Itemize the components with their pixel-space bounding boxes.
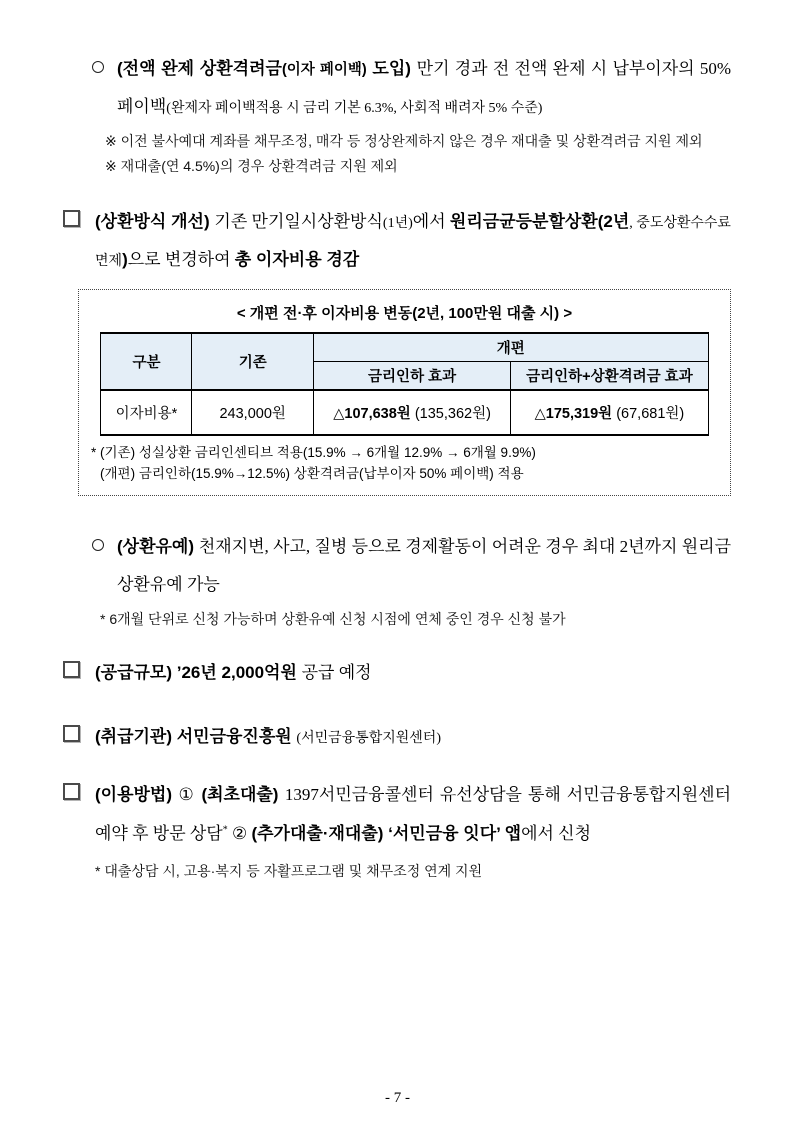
text-bold: ) [122,250,128,270]
text-small: (서민금융통합지원센터) [296,731,441,747]
circle-bullet-icon [92,50,117,88]
cost-comparison-box [78,289,731,496]
text-small: , 중도상환수수료 면제 [95,215,731,270]
text-small: (1년) [382,215,413,231]
square-bullet-icon [63,776,95,814]
text-bold: (상환방식 개선) [95,211,215,231]
table-row [101,390,708,435]
note-usage-method [95,859,725,884]
footnote-line: (개편) 금리인하(15.9%→12.5%) 상환격려금(납부이자 50% 페이백) 적용 [100,466,524,482]
notes-repayment-payback [105,129,725,179]
col-header-rate-effect: 금리인하 효과 [313,362,510,391]
note-line: ※ 이전 불사예대 계좌를 채무조정, 매각 등 정상완제하지 않은 경우 재대출 및 상환격려금 지원 제외 [105,132,703,149]
text-bold-small: (이자 페이백) [281,62,367,78]
text-bold: ‘서민금융 잇다’ 앱 [388,823,522,843]
footnote-marker: * [222,824,228,835]
cell-row-label: 이자비용* [101,390,192,435]
text-body: 에서 신청 [521,823,592,843]
text-bold: 원리금균등분할상환(2년 [449,211,630,231]
cell-rate-incentive-value [511,390,708,435]
col-header-gubun: 구분 [101,333,192,390]
footnote-line: * (기존) 성실상환 금리인센티브 적용(15.9% → 6개월 12.9% → 6개월 9.9%) [91,445,536,461]
delta-value: △107,638원 [333,406,411,423]
residual-value: (67,681원) [612,406,685,423]
square-bullet-icon [63,203,95,241]
text-body: 공급 예정 [301,662,372,682]
interest-cost-table [100,332,708,436]
col-header-rate-incentive-effect: 금리인하+상환격려금 효과 [511,362,708,391]
table-title: < 개편 전·후 이자비용 변동(2년, 100만원 대출 시) > [236,305,573,323]
cell-rate-value [313,390,510,435]
text-bold: ’26년 2,000억원 [176,662,302,682]
square-bullet-icon [63,718,95,756]
para-usage-method [63,776,731,853]
text-small: (완제자 페이백적용 시 금리 기본 6.3%, 사회적 배려자 5% 수준) [166,101,543,117]
text-body: 만기 경과 전 전액 완제 시 납부이자의 50% 페이백 [117,59,731,117]
delta-value: △175,319원 [534,406,613,423]
note-line: ※ 재대출(연 4.5%)의 경우 상환격려금 지원 제외 [105,157,398,174]
circle-bullet-icon [92,528,117,566]
text-body: 으로 변경하여 [127,250,235,270]
text-bold: (최초대출) [201,785,285,805]
table-footnotes [91,443,718,485]
para-handling-institution [63,718,731,756]
text-bold: 총 이자비용 경감 [234,250,360,270]
text-body: 1397서민금융콜센터 유선상담을 통해 서민금융통합지원센터 예약 후 방문 상담 [95,785,731,843]
note-line: * 6개월 단위로 신청 가능하며 상환유예 신청 시점에 연체 중인 경우 신청 불가 [100,610,566,627]
text-bold: 도입) [366,59,417,78]
text-bold: (이용방법) [95,785,179,805]
text-bold: (전액 완제 상환격려금 [117,59,282,78]
page-number: - 7 - [385,1090,410,1106]
note-line: * 대출상담 시, 고용·복지 등 자활프로그램 및 채무조정 연계 지원 [95,862,483,879]
text-bold: (취급기관) [95,727,177,747]
text-bold: (공급규모) [95,662,177,682]
table-header-row [101,333,708,362]
text-body: 천재지변, 사고, 질병 등으로 경제활동이 어려운 경우 최대 2년까지 원리금 상환유예 가능 [117,537,731,595]
text-bold: (추가대출·재대출) [251,823,389,843]
para-supply-scale [63,654,731,692]
text-bold: (상환유예) [117,537,199,557]
note-repayment-deferral [100,607,725,632]
text-bold: 서민금융진흥원 [176,727,297,747]
para-repayment-method [63,203,731,280]
text-body: 기존 만기일시상환방식 [214,211,383,231]
cell-base-value: 243,000원 [192,390,313,435]
square-bullet-icon [63,654,95,692]
para-repayment-payback [92,50,731,127]
residual-value: (135,362원) [410,406,491,423]
text-body: ② [227,823,252,843]
para-repayment-deferral [92,528,731,605]
text-body: 에서 [412,211,450,231]
col-header-base: 기존 [192,333,313,390]
text-body: ① [178,785,202,805]
col-header-new: 개편 [313,333,708,362]
